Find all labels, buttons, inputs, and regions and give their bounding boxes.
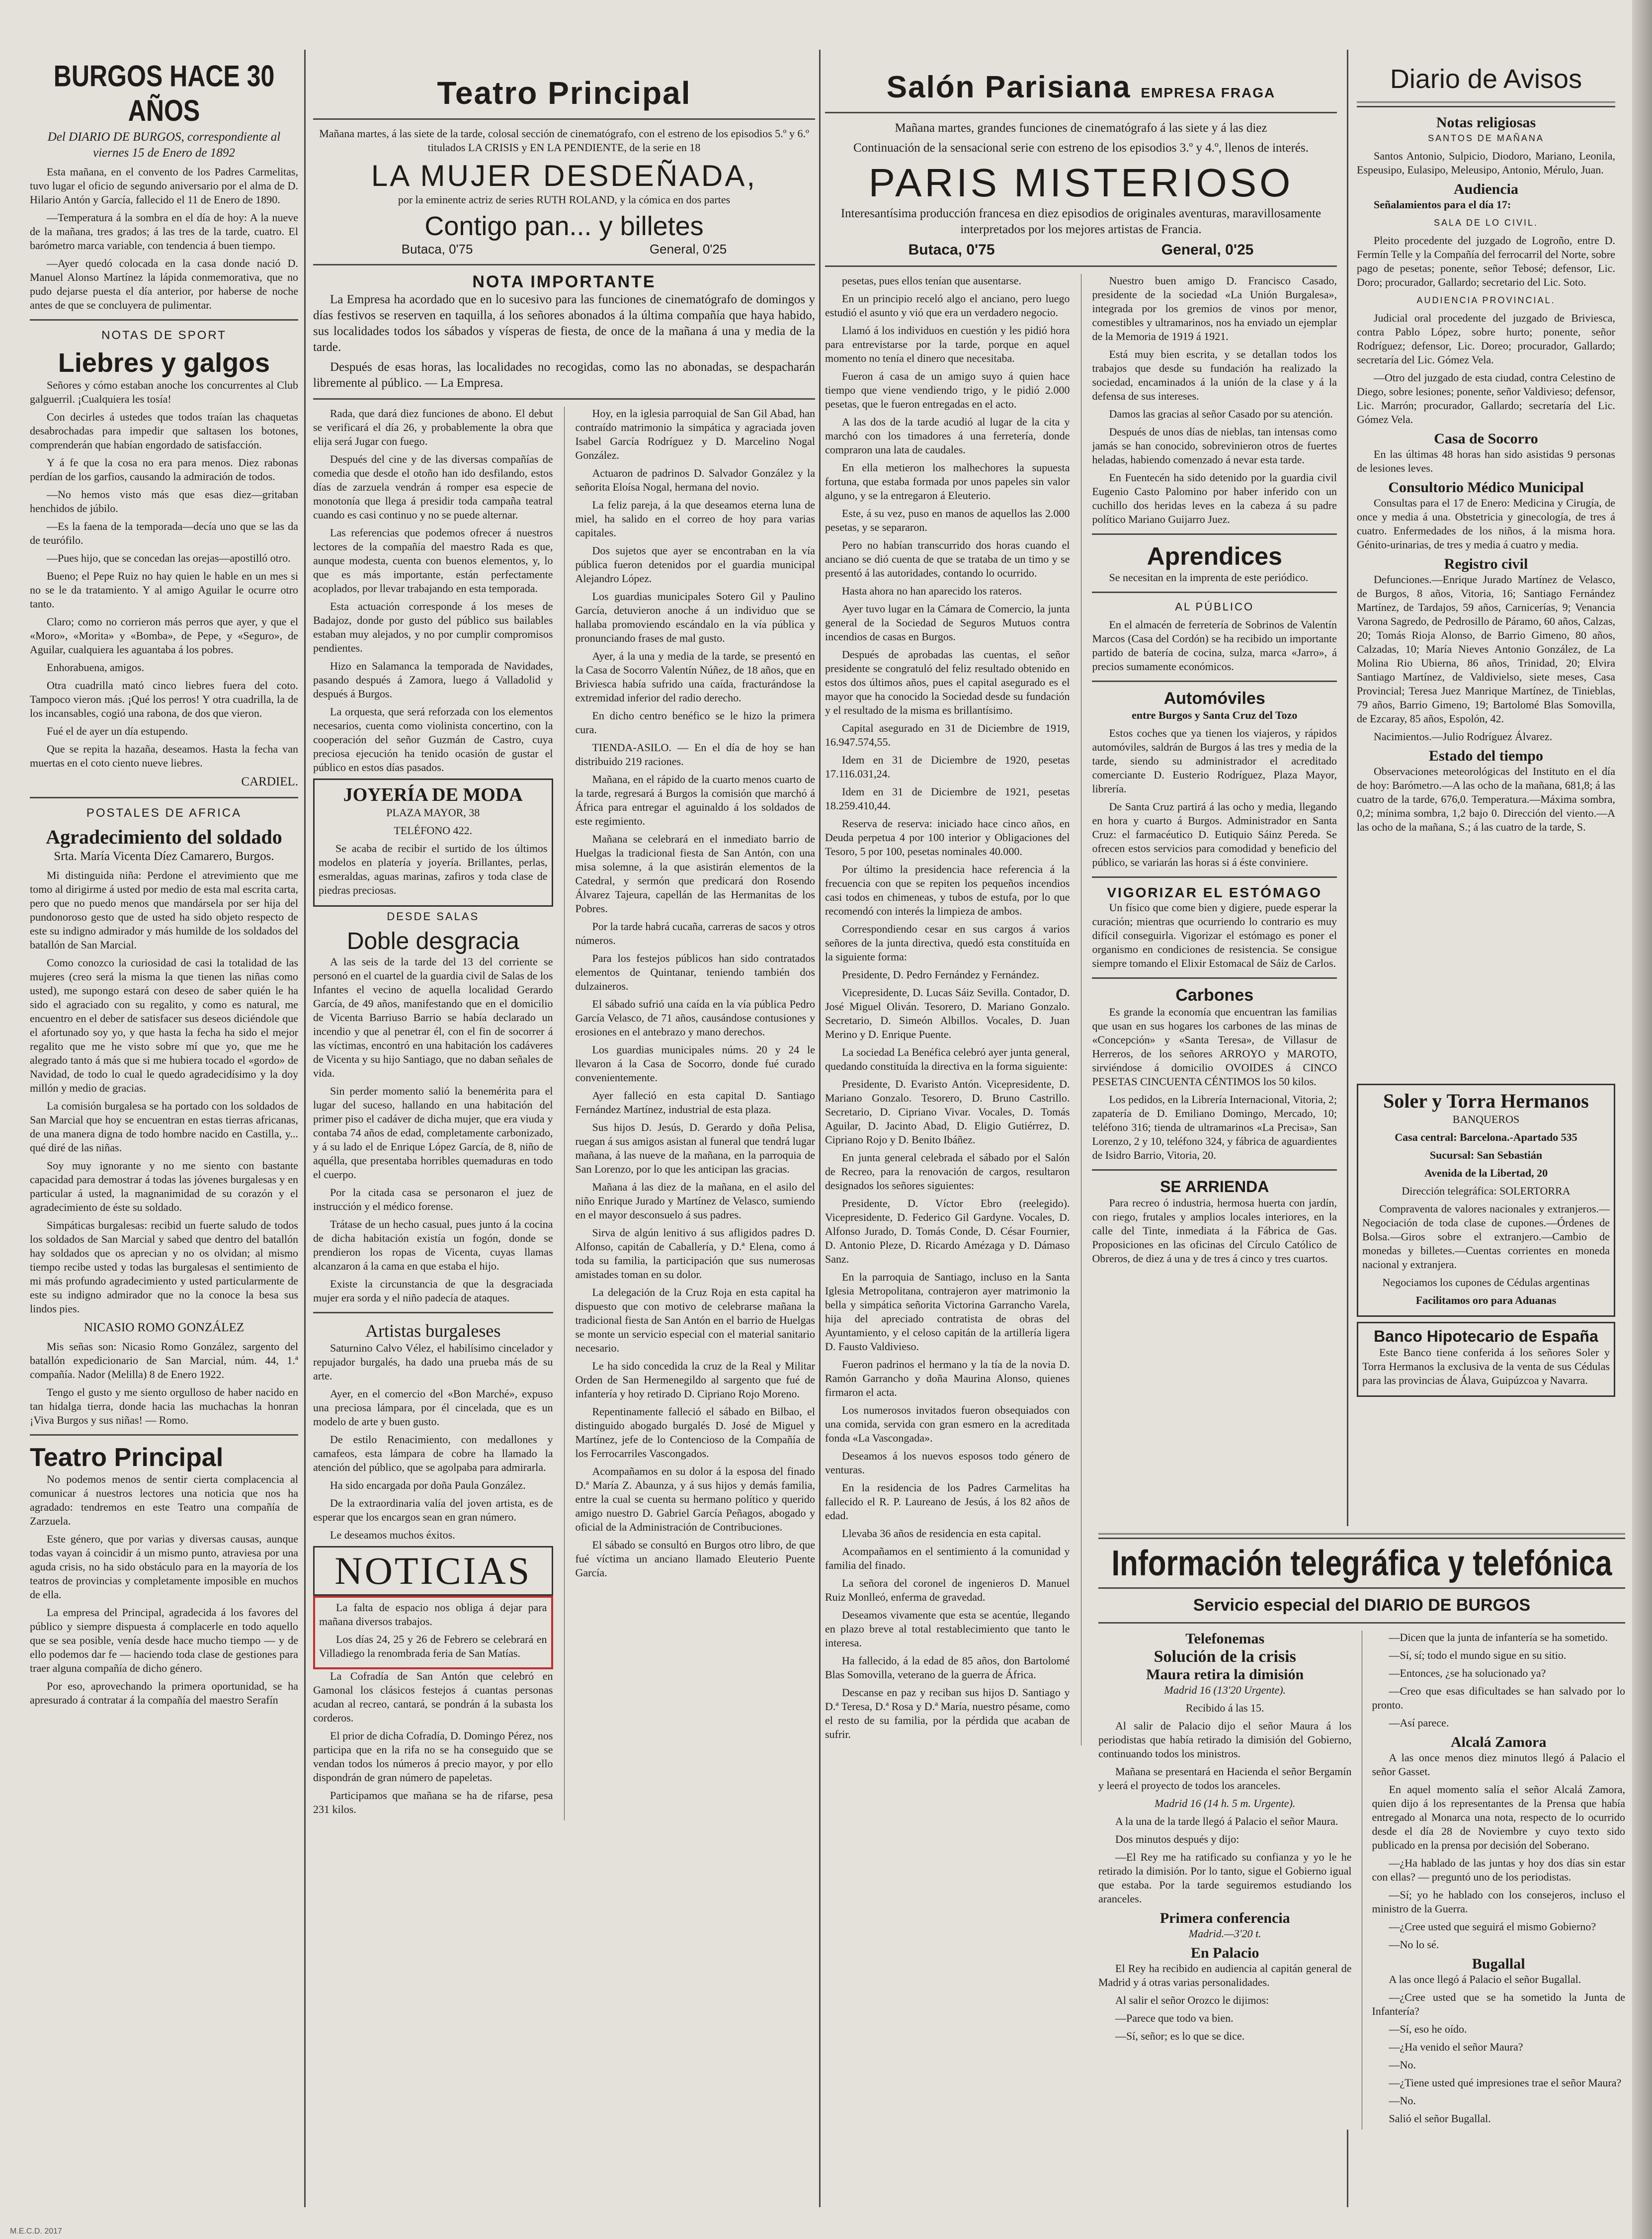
paragraph: En un principio receló algo el anciano, pero luego estudió el asunto y vió que era un verdadero negocio. [825,292,1070,319]
paragraph: Descanse en paz y reciban sus hijos D. Santiago y D.ª Teresa, D.ª Rosa y D.ª María, nuestro pésame, como el resto de su familia, por la pérdida que acaban de sufrir. [825,1686,1070,1740]
section-heading: En Palacio [1190,1945,1259,1961]
automoviles-title: Automóviles [1163,689,1265,708]
divider [313,398,815,400]
paragraph: No podemos menos de sentir cierta complacencia al comunicar á nuestros lectores una noticia que nos ha agradado: tendremos en este Teatro una compañía de Zarzuela. [30,1473,298,1527]
paragraph: —Sí, señor; es lo que se dice. [1115,2030,1245,2042]
paragraph: Mi distinguida niña: Perdone el atrevimiento que me tomo al dirigirme á usted por medio de esta mal escrita carta, pero que no puedo menos que mandársela por ser hija del pundonoroso gesto que de usted ha sido objeto respecto de este su indigno admirador y más humilde de los soldados del batallón de San Marcial. [30,869,298,951]
divider [825,265,1337,267]
divider [1357,101,1615,107]
section-heading: Alcalá Zamora [1451,1734,1547,1750]
paragraph: La delegación de la Cruz Roja en esta capital ha dispuesto que con motivo de celebrarse mañana la tradicional fiesta de San Antón en el barrio de Huelgas se monte un servicio especial con el material sanitario necesario. [575,1286,815,1354]
paragraph: —No. [1389,2059,1416,2071]
paragraph: Llamó á los individuos en cuestión y les pidió hora para entrevistarse por la tarde, porque en aquel momento no tenía el dinero que necesitaba. [825,324,1070,364]
paragraph: —Entonces, ¿se ha solucionado ya? [1389,1667,1546,1679]
paragraph: La feliz pareja, á la que deseamos eterna luna de miel, ha salido en el correo de hoy para varias capitales. [575,499,815,539]
teatro-principal-ad-title: Teatro Principal [437,75,691,111]
paragraph: A las dos de la tarde acudió al lugar de la cita y marchó con los timadores á una ferretería, donde compraron una lata de caudales. [825,416,1070,456]
ad-intro: Mañana martes, á las siete de la tarde, colosal sección de cinematógrafo, con el estreno de los episodios 5.º y 6.º titulados LA CRISIS y EN LA PENDIENTE, de la serie en 18 [319,127,809,154]
solucion-title: Solución de la crisis [1154,1647,1296,1666]
divider [1098,1622,1625,1624]
agradecimiento-title: Agradecimiento del soldado [46,826,282,848]
paragraph: Soy muy ignorante y no me siento con bastante capacidad para demostrar á todas las jóvenes burgalesas y en particular á usted, la magnanimidad de su corazón y el agradecimiento de éste su soldado. [30,1159,298,1213]
ads-block [1357,1084,1615,1397]
paragraph: A las once llegó á Palacio el señor Bugallal. [1389,1973,1581,1985]
section-heading: Audiencia [1453,181,1519,197]
tel-body [1372,1631,1626,1730]
paragraph: Ayer tuvo lugar en la Cámara de Comercio, la junta general de la Sociedad de Seguros Mutuos contra incendios de casas en Burgos. [825,603,1070,643]
paragraph: Reserva de reserva: iniciado hace cinco años, en Deuda perpetua 4 por 100 interior y Obligaciones del Tesoro, 5 por 100, pesetas nominales 40.000. [825,817,1070,858]
joyeria-title: JOYERÍA DE MODA [343,784,523,805]
paragraph: Judicial oral procedente del juzgado de Briviesca, contra Pablo López, sobre hurto; ponente, señor Rodríguez; defensor, Lic. Doreo; procurador, Gallardo; secretaría del Lic. Gómez Vela. [1357,312,1615,366]
divider [30,1434,298,1436]
paragraph: Está muy bien escrita, y se detallan todos los trabajos que desde su fundación ha realizado la sociedad, encaminados á la unión de la clase y á la defensa de sus intereses. [1092,348,1337,402]
paragraph: Mañana á las diez de la mañana, en el asilo del niño Enrique Jurado y Martínez de Velasco, sumiendo en el mayor desconsuelo á sus padres. [575,1181,815,1221]
paragraph: —El Rey me ha ratificado su confianza y yo le he retirado la dimisión. Por lo tanto, sigue el Gobierno igual que estaba. Por la tarde seguiremos estudiando los aranceles. [1098,1851,1352,1905]
liebres-title: Liebres y galgos [58,348,270,378]
paragraph: —No. [1389,2094,1416,2107]
paragraph: La comisión burgalesa se ha portado con los soldados de San Marcial que hoy se encuentran en estas tierras africanas, de una manera digna de todo hombre nacido en Castilla, y... qué diré de las niñas. [30,1100,298,1154]
paragraph: Idem en 31 de Diciembre de 1921, pesetas 18.259.410,44. [825,785,1070,812]
tel-body [1098,1814,1352,1906]
paragraph: Por la citada casa se personaron el juez de instrucción y el médico forense. [313,1186,553,1212]
highlighted-notice [313,1596,553,1669]
page-edge [1632,0,1652,2239]
paragraph: Fueron á casa de un amigo suyo á quien hace tiempo que viene vendiendo trigo, y le pidió 2.000 pesetas, que le fueron entregadas en el acto. [825,370,1070,410]
section-heading: Estado del tiempo [1428,748,1543,764]
paragraph: —Ayer quedó colocada en la casa donde nació D. Manuel Alonso Martínez la lápida conmemorativa, que no pudo dejarse puesta el día anterior, por haberse de noche antes de que se concluyera de pulimentar. [30,257,298,311]
divider [1092,533,1337,535]
paragraph: Deseamos vivamente que esta se acentúe, llegando en plazo breve al total restablecimiento que tanto le interesa. [825,1609,1070,1649]
divider [30,797,298,798]
section-heading: Bugallal [1472,1956,1525,1972]
soler-tel: Dirección telegráfica: SOLERTORRA [1402,1185,1570,1197]
aprendices-title: Aprendices [1147,542,1282,570]
soler-central: Casa central: Barcelona.-Apartado 535 [1395,1131,1577,1143]
section-label: AL PÚBLICO [1175,601,1254,613]
paragraph: Sirva de algún lenitivo á sus afligidos padres D. Alfonso, capitán de Caballería, y D.ª Elena, como á toda su familia, la participación que sus numerosas amistades toman en su dolor. [575,1226,815,1281]
agradecimiento-body [30,868,298,1316]
paragraph: Esta actuación corresponde á los meses de Badajoz, donde por gusto del público sus bailables estaban muy alejados, y no por cumplir compromisos pendientes. [313,600,553,654]
dateline: Recibido á las 15. [1185,1702,1264,1714]
tel-body [1098,1719,1352,1793]
joyeria-address: PLAZA MAYOR, 38 [386,806,480,819]
section-label: SALA DE LO CIVIL. [1433,218,1539,228]
paragraph: A las once menos diez minutos llegó á Palacio el señor Gasset. [1372,1751,1625,1778]
divider [1098,1533,1625,1539]
doble-body [313,955,553,1305]
paragraph: De estilo Renacimiento, con medallones y camafeos, esta lámpara de cobre ha llamado la atención del público, que se agolpaba para admirarla. [313,1433,553,1473]
paragraph: Defunciones.—Enrique Jurado Martínez de Velasco, de Burgos, 8 años, Vitoria, 16; Santiago Fernández Martínez, de Tardajos, 59 años, Carnicerías, 9; Venancia Varona Sagredo, de Pedrosillo de Páramo, 60 años, Calzas, 20; Tomás Rioja Alonso, de Barrio Gimeno, 80 años, Calzadas, 10; María Nieves Antonio González, de La Molina Rio Ubierna, 86 años, Trinidad, 20; Elvira Santiago Martínez, de Valdivielso, siete meses, Casa Provincial; Teresa Juez Manrique Martínez, de Tinieblas, 79 años, Barrio Gimeno, 19; Bartolomé Blas Somovilla, de Ezcaray, 85 años, Espolón, 42. [1357,573,1615,725]
gacetillas [575,407,815,1820]
paragraph: Salió el señor Bugallal. [1389,2112,1491,2125]
paragraph: Para los festejos públicos han sido contratados elementos de Quintanar, teniendo también dos dulzaineros. [575,952,815,992]
gacetillas [825,274,1070,1745]
paragraph: Llevaba 36 años de residencia en esta capital. [842,1527,1041,1540]
paragraph: —¿Cree usted que seguirá el mismo Gobierno? [1389,1920,1596,1933]
paragraph: La señora del coronel de ingenieros D. Manuel Ruiz Monlleó, enferma de gravedad. [825,1577,1070,1603]
divider [313,264,815,265]
artistas-title: Artistas burgaleses [365,1321,501,1341]
paragraph: Este género, que por varias y diversas causas, aunque todas vayan á coincidir á un mismo punto, atraviesa por una aguda crisis, no ha sido obstáculo para en la mayoría de los teatros de provincias y completamente imposible en muchos de ella. [30,1533,298,1601]
film-title-2: Contigo pan... y billetes [424,211,704,241]
notice-paragraph: Los días 24, 25 y 26 de Febrero se celebrará en Villadiego la renombrada feria de San Matías. [319,1633,547,1659]
divider [1098,1587,1625,1589]
paragraph: Repentinamente falleció el sábado en Bilbao, el distinguido abogado burgalés D. José de Miguel y Martínez, jefe de lo Contencioso de la Compañía de los Ferrocarriles Vascongados. [575,1405,815,1460]
paragraph: Ha sido encargada por doña Paula González. [330,1479,526,1491]
price-butaca: Butaca, 0'75 [908,242,995,258]
paragraph: Fueron padrinos el hermano y la tía de la novia D. Ramón Garrancho y doña Maurina Alonso, quienes firmaron el acta. [825,1358,1070,1398]
letter-recipient: Srta. María Vicenta Díez Camarero, Burgos. [54,850,274,863]
paragraph: Idem en 31 de Diciembre de 1920, pesetas 17.116.031,24. [825,754,1070,780]
paragraph: —No hemos visto más que esas diez—gritaban henchidos de júbilo. [30,488,298,515]
soler-sub: BANQUEROS [1452,1113,1520,1125]
paragraph: Correspondiendo cesar en sus cargos á varios señores de la junta directiva, quedó esta constituída en la siguiente forma: [825,923,1070,963]
carbones-body: Los pedidos, en la Librería Internacional, Vitoria, 2; zapatería de D. Emiliano Domingo, Mercado, 10; teléfono 316; tienda de ultramarinos «La Precisa», San Lorenzo, 2 y 10, teléfono 324, y fábrica de aguardientes de Isidro Barrio, Vitoria, 20. [1092,1093,1337,1161]
paragraph: Tengo el gusto y me siento orgulloso de haber nacido en tan hidalga tierra, donde hacia las muchachas la honran ¡Viva Burgos y sus niñas! — Romo. [30,1386,298,1426]
paragraph: En Fuentecén ha sido detenido por la guardia civil Eugenio Casto Palomino por haber inferido con un cuchillo dos heridas leves en la cabeza á su padre político Mariano Guijarro Juez. [1092,471,1337,525]
paragraph: El prior de dicha Cofradía, D. Domingo Pérez, nos participa que en la rifa no se ha conseguido que se vendan todos los números á precio mayor, y por ello dispondrán de gran número de papeletas. [313,1729,553,1784]
paragraph: La empresa del Principal, agradecida á los favores del público y siempre dispuesta á complacerle en todo aquello que se sea posible, venía desde hace mucho tiempo — y de ello podemos dar fe — haciendo toda clase de gestiones para traer alguna compañía de dicho género. [30,1606,298,1674]
paragraph: —Sí, eso he oído. [1389,2023,1467,2035]
nota-body: Después de esas horas, las localidades no recogidas, como las no abonadas, se despacharán libremente al público. — La Empresa. [313,360,815,390]
teatro-continued [313,407,553,775]
hipotecario-body: Este Banco tiene conferida á los señores Soler y Torra Hermanos la exclusiva de la venta de sus Cédulas para las provincias de Álava, Guipúzcoa y Navarra. [1362,1346,1610,1386]
paragraph: —¿Ha venido el señor Maura? [1389,2041,1523,2053]
column-rule [819,50,821,2207]
paragraph: En las últimas 48 horas han sido asistidas 9 personas de lesiones leves. [1357,448,1615,474]
paragraph: Que se repita la hazaña, deseamos. Hasta la fecha van muertas en el coto ciento nueve liebres. [30,743,298,769]
paragraph: Después de aprobadas las cuentas, el señor presidente se congratuló del feliz resultado obtenido en estos dos últimos años, pues el capital asegurado es el mayor que ha conocido la Sociedad desde su fundación y el resultado de la misma es brillantísimo. [825,648,1070,716]
paragraph: Observaciones meteorológicas del Instituto en el día de hoy: Barómetro.—A las ocho de la mañana, 681,8; á las cuatro de la tarde, 676,0. Temperatura.—Máxima sombra, 0,2; mínima sombra, 1,2 bajo 0. Dirección del viento.—A las ocho de la mañana, S.; á las cuatro de la tarde, S. [1357,765,1615,833]
paragraph: Sus hijos D. Jesús, D. Gerardo y doña Pelisa, ruegan á sus amigos asistan al funeral que tendrá lugar mañana, á las nueve de la mañana, en la parroquia de San Lorenzo, por lo que les anticipan las gracias. [575,1121,815,1175]
paragraph: Los guardias municipales núms. 20 y 24 le llevaron á la Casa de Socorro, donde fué curado convenientemente. [575,1043,815,1084]
dateline: Madrid.—3'20 t. [1188,1927,1261,1940]
paragraph: —Sí, sí; todo el mundo sigue en su sitio. [1389,1649,1567,1661]
joyeria-body: Se acaba de recibir el surtido de los últimos modelos en platería y joyería. Brillantes, perlas, esmeraldas, aguas marinas, zafiros y toda clase de piedras preciosas. [319,842,548,896]
paragraph: TIENDA-ASILO. — En el día de hoy se han distribuido 219 raciones. [575,741,815,768]
liebres-body [30,378,298,770]
paragraph: Rada, que dará diez funciones de abono. El debut se verificará el día 26, y probablemente la obra que elija será Jugar con fuego. [313,407,553,447]
paragraph: —No lo sé. [1389,1938,1439,1951]
paragraph: Fué el de ayer un día estupendo. [47,725,188,737]
paragraph: Santos Antonio, Sulpicio, Diodoro, Mariano, Leonila, Espeusipo, Eulasipo, Meleusipo, Antonio, Mérulo, Juan. [1357,150,1615,176]
soler-avenida: Avenida de la Libertad, 20 [1424,1167,1548,1179]
paragraph: La orquesta, que será reforzada con los elementos necesarios, cuenta como violinista concertino, con la cooperación del señor Guzmán de Castro, cuya preciosa ejecución ha tenido ocasión de gustar el público en estos días pasados. [313,705,553,774]
paragraph: —Es la faena de la temporada—decía uno que se las da de teurófilo. [30,520,298,546]
section-heading: Consultorio Médico Municipal [1388,479,1584,496]
carbones-body: Es grande la economía que encuentran las familias que usan en sus hogares los carbones de las minas de «Concepción» y «Santa Teresa», de Villasur de Herreros, de los señores ARROYO y MAROTO, sirviéndose á domicilio OVOIDES á CINCO PESETAS CINCUENTA CÉNTIMOS los 50 kilos. [1092,1006,1337,1088]
section-label: POSTALES DE AFRICA [86,806,242,820]
paragraph: Señalamientos para el día 17: [1374,198,1511,211]
bugallal-body [1372,1973,1626,2126]
column-1 [30,60,298,2187]
paragraph: A las seis de la tarde del 13 del corriente se personó en el cuartel de la guardia civil de Salas de los Infantes el vecino de aquella localidad Gerardo García, de 49 años, manifestando que en el domicilio de Vicenta Barriuso Barrio se había declarado un incendio y que al penetrar él, con el fin de socorrer á las víctimas, encontró en una habitación los cadáveres de Vicenta y su hijo Santiago, que no daban señales de vida. [313,955,553,1079]
price-general: General, 0'25 [649,242,727,257]
divider [1092,977,1337,979]
automoviles-body: Estos coches que ya tienen los viajeros, y rápidos automóviles, saldrán de Burgos á las tres y media de la tarde, siendo su administrador el acreditado comerciante D. Eusterio Rodríguez, Plaza Mayor, librería. [1092,727,1337,795]
soler-oro: Facilitamos oro para Aduanas [1415,1294,1557,1306]
paragraph: Y á fe que la cosa no era para menos. Diez rabonas perdían de los garfios, causando la admiración de todos. [30,456,298,483]
paragraph: Después de unos días de nieblas, tan intensas como jamás se han conocido, sobrevinieron otros de fuertes heladas, habiendo comenzado á nevar esta tarde. [1092,426,1337,466]
soler-cupones: Negociamos los cupones de Cédulas argentinas [1382,1276,1590,1289]
film-subtitle: por la eminente actriz de series RUTH ROLAND, y la cómica en dos partes [398,193,731,206]
column-4 [1357,60,1615,954]
paragraph: Por eso, aprovechando la primera oportunidad, se ha apresurado á contratar á la compañía del maestro Serafín [30,1680,298,1706]
paragraph: Acompañamos en el sentimiento á la comunidad y familia del finado. [825,1545,1070,1571]
divider [1092,681,1337,682]
section-label: SANTOS DE MAÑANA [1428,133,1544,143]
dateline: Madrid 16 (13'20 Urgente). [1164,1684,1286,1696]
paragraph: La sociedad La Benéfica celebró ayer junta general, quedando constituída la directiva en la forma siguiente: [825,1046,1070,1072]
paragraph: Damos las gracias al señor Casado por su atención. [1109,408,1333,420]
paragraph: Las referencias que podemos ofrecer á nuestros lectores de la compañía del maestro Rada es que, aunque modesta, cuenta con buenos elementos, y, lo que es más importante, están perfectamente acoplados, por llevar trabajando en esta temporada. [313,526,553,595]
paragraph: Consultas para el 17 de Enero: Medicina y Cirugía, de once y media á una. Obstetricia y ginecología, de tres á cuatro. Enfermedades de los niños, á la misma hora. Génito-urinarias, de tres y media á cuatro y media. [1357,497,1615,551]
paragraph: Ayer falleció en esta capital D. Santiago Fernández Martínez, industrial de esta plaza. [575,1089,815,1116]
telegrafica-title: Información telegráfica y telefónica [1111,1543,1612,1583]
paragraph: Ha fallecido, á la edad de 85 años, don Bartolomé Blas Somovilla, veterano de la guerra de África. [825,1654,1070,1681]
ad-intro: Continuación de la sensacional serie con estreno de los episodios 3.º y 4.º, llenos de interés. [853,141,1309,155]
paragraph: —Sí; yo he hablado con los consejeros, incluso el ministro de la Guerra. [1372,1889,1625,1915]
paragraph: Por la tarde habrá cucaña, carreras de sacos y otros números. [575,920,815,947]
film-title: LA MUJER DESDEÑADA, [371,159,757,192]
soler-title: Soler y Torra Hermanos [1383,1090,1589,1112]
noticias-title: NOTICIAS [313,1546,553,1596]
paragraph: En junta general celebrada el sábado por el Salón de Recreo, para la renovación de cargos, resultaron designados los señores siguientes: [825,1151,1070,1192]
paragraph: Al salir de Palacio dijo el señor Maura á los periodistas que había retirado la dimisión del Gobierno, continuando todos los ministros. [1098,1720,1352,1760]
paragraph: En aquel momento salía el señor Alcalá Zamora, quien dijo á los representantes de la Prensa que había entregado al Monarca una nota, respecto de lo ocurrido desde el día 28 de Noviembre y cuyo texto sido publicado en la prensa por decisión del Soberano. [1372,1783,1625,1851]
paragraph: Bueno; el Pepe Ruiz no hay quien le hable en un mes si no se le da tratamiento. Y al amigo Aguilar le ocurre otro tanto. [30,570,298,610]
paragraph: Deseamos á los nuevos esposos todo género de venturas. [825,1450,1070,1476]
signature: CARDIEL. [241,775,298,788]
paragraph: —Otro del juzgado de esta ciudad, contra Celestino de Diego, sobre lesiones; ponente, señor Valdivieso; defensor, Lic. Marrón; procurador, Gallardo; secretaría del Lic. Gómez Vela. [1357,371,1615,426]
paragraph: En la parroquia de Santiago, incluso en la Santa Iglesia Metropolitana, contrajeron ayer matrimonio la bella y simpática señorita Victorina Garrancho Varela, hija del apreciado contratista de obras del Ayuntamiento, y el celoso capitán de la artillería ligera D. Fausto Valdivieso. [825,1271,1070,1353]
paragraph: Simpáticas burgalesas: recibid un fuerte saludo de todos los soldados de San Marcial y sabed que dentro del batallón hay soldados que os aprecian y no os olvidan; al mismo tiempo recibe usted y todas las burgalesas el sentimiento de mi más profundo agradecimiento y usted particularmente de este su indigno admirador que no la conoce la besa sus lindos pies. [30,1219,298,1315]
arrienda-title: SE ARRIENDA [1160,1178,1269,1196]
paragraph: Presidente, D. Víctor Ebro (reelegido). Vicepresidente, D. Federico Gil Gardyne. Vocales, D. Alfonso Jurado, D. Tomás Conde, D. César Fournier, D. Antonio Pleze, D. Ricardo Amézaga y D. Dámaso Sanz. [825,1197,1070,1265]
paragraph: El Rey ha recibido en audiencia al capitán general de Madrid y á otras varias personalidades. [1098,1962,1352,1988]
paragraph: Mañana se presentará en Hacienda el señor Bergamín y leerá el proyecto de todos los aranceles. [1098,1765,1352,1792]
paragraph: Ayer, en el comercio del «Bon Marché», expuso una preciosa lámpara, por él cincelada, que es un modelo de arte y buen gusto. [313,1387,553,1428]
paragraph: A la una de la tarde llegó á Palacio el señor Maura. [1115,1815,1338,1827]
paragraph: pesetas, pues ellos tenían que ausentarse. [842,274,1022,287]
carbones-title: Carbones [1175,986,1254,1005]
empresa-label: EMPRESA FRAGA [1141,85,1276,100]
arrienda-body: Para recreo ó industria, hermosa huerta con jardín, con riego, frutales y amplios locales interiores, en la calle del Tinte, inmediata á la Fábrica de Gas. Proposiciones en las oficinas del Círculo Católico de Obreros, de diez á una y de tres á cinco y tres cuartos. [1092,1197,1337,1265]
palacio-body [1098,1962,1352,2043]
diario-avisos-title: Diario de Avisos [1390,64,1582,94]
paragraph: —Dicen que la junta de infantería se ha sometido. [1389,1631,1608,1643]
section-heading: Primera conferencia [1159,1910,1290,1926]
paragraph: La Cofradía de San Antón que celebró en Gamonal los clásicos festejos á cuantas personas acudan al recreo, cantará, se pondrán á la subasta los corderos. [313,1670,553,1724]
paragraph: Señores y cómo estaban anoche los concurrentes al Club galguerril. ¡Cualquiera les tosía! [30,379,298,405]
joyeria-phone: TELÉFONO 422. [394,824,473,837]
paragraph: Al salir el señor Orozco le dijimos: [1115,1994,1269,2006]
paragraph: —Así parece. [1389,1717,1449,1729]
paragraph: Esta mañana, en el convento de los Padres Carmelitas, tuvo lugar el oficio de segundo aniversario por el alma de D. Hilario Antón y García, fallecido el 11 de Enero de 1890. [30,166,298,206]
paragraph: Trátase de un hecho casual, pues junto á la cocina de dicha habitación existía un fogón, donde se prendieron los ropas de Vicenta, cuyas llamas alcanzaron á la cama en que estaba el hijo. [313,1218,553,1272]
paragraph: Como conozco la curiosidad de casi la totalidad de las mujeres (creo será la misma la que tienen las niñas como usted), me supongo estará con deseo de saber quién le ha sido el agraciado con su regalito, y como es natural, me encuentro en el deber de satisfacer sus deseos diciéndole que el afortunado soy yo, y que hasta la fecha ha sido el mejor regalito que me he visto sobre mí que yo, que me he alegrado tanto á más que si me hubiera tocado el «gordo» de Navidad, de todo lo cual le quedo agradecidísimo y la doy millón y medio de gracias. [30,956,298,1094]
paragraph: Existe la circunstancia de que la desgraciada mujer era sorda y el niño padecía de ataques. [313,1278,553,1304]
paragraph: Por último la presidencia hace referencia á la frecuencia con que se repiten los pequeños incendios casi todos en chimeneas, y tubos de estufa, por lo que recomendó con interés la limpieza de ambos. [825,863,1070,917]
film-title: PARIS MISTERIOSO [868,161,1294,205]
nota-body: La Empresa ha acordado que en lo sucesivo para las funciones de cinematógrafo de domingos y días festivos se reserven en taquilla, á los señores abonados á la última compañía que haya habido, sus localidades todos los sábados y vísperas de fiesta, de once de la mañana á una y media de la tarde. [313,293,815,354]
paragraph: Los guardias municipales Sotero Gil y Paulino García, detuvieron anoche á un individuo que se hallaba promoviendo escándalo en la vía pública y pronunciando frases de mal gusto. [575,590,815,644]
aprendices-body: Se necesitan en la imprenta de este periódico. [1109,571,1309,584]
paragraph: —Temperatura á la sombra en el día de hoy: A la nueve de la mañana, tres grados; á las tres de la tarde, cuatro. El barómetro marca variable, con tendencia á buen tiempo. [30,211,298,252]
solucion-subtitle: Maura retira la dimisión [1146,1666,1304,1683]
artistas-body [313,1341,553,1542]
column-rule [304,50,306,2207]
doble-desgracia-title: Doble desgracia [346,928,519,954]
paragraph: Le ha sido concedida la cruz de la Real y Militar Orden de San Hermenegildo al sargento que fué de infantería y hoy retirado D. Cipriano Rojo Moreno. [575,1360,815,1400]
paragraph: Participamos que mañana se ha de rifarse, pesa 231 kilos. [313,1789,553,1815]
section-heading: Telefonemas [1185,1631,1265,1647]
paragraph: Ayer, á la una y media de la tarde, se presentó en la Casa de Socorro Valentín Núñez, de 18 años, que en Briviesca había sufrido una caída, fracturándose la extremidad inferior del radio derecho. [575,650,815,704]
salon-parisiana-title: Salón Parisiana [886,70,1131,104]
signature: NICASIO ROMO GONZÁLEZ [83,1321,245,1334]
nota-title: NOTA IMPORTANTE [472,272,656,291]
paragraph: Pero no habían transcurrido dos horas cuando el anciano se dió cuenta de que se trataba de un timo y se presentó á las autoridades, contando lo ocurrido. [825,539,1070,579]
teatro-body [30,1472,298,1707]
paragraph: Nacimientos.—Julio Rodríguez Álvarez. [1374,730,1553,743]
paragraph: Mañana, en el rápido de la cuarto menos cuarto de la tarde, regresará á Burgos la comisión que marchó á África para entregar el aguinaldo á los soldados de este regimiento. [575,773,815,827]
ad-intro: Mañana martes, grandes funciones de cinematógrafo á las siete y á las diez [895,121,1267,135]
paragraph: Claro; como no corrieron más perros que ayer, y que el «Moro», «Morita» y «Bomba», de Pepe, y «Seguro», de Aguilar, cualquiera les aguantaba á los pobres. [30,615,298,656]
divider [1092,592,1337,593]
burgos-hace-subtitle: Del DIARIO DE BURGOS, correspondiente al viernes 15 de Enero de 1892 [47,130,281,160]
paragraph: Enhorabuena, amigos. [47,661,145,674]
paragraph: Mis señas son: Nicasio Romo González, sargento del batallón expedicionario de San Marcial, núm. 44, 1.ª compañía. Nador (Melilla) 8 de Enero 1922. [30,1340,298,1380]
divider [313,1312,553,1313]
paragraph: —Pues hijo, que se concedan las orejas—apostilló otro. [47,552,291,564]
paragraph: Dos sujetos que ayer se encontraban en la vía pública fueron detenidos por el guardia municipal Alejandro López. [575,544,815,585]
divider [313,118,815,120]
automoviles-subtitle: entre Burgos y Santa Cruz del Tozo [1132,709,1298,721]
estomago-title: VIGORIZAR EL ESTÓMAGO [1107,885,1322,900]
price-general: General, 0'25 [1161,242,1254,258]
divider [1092,1169,1337,1171]
paragraph: El sábado sufrió una caída en la vía pública Pedro García Velasco, de 71 años, causándose contusiones y erosiones en el antebrazo y mano derechos. [575,998,815,1038]
paragraph: —¿Cree usted que se ha sometido la Junta de Infantería? [1372,1991,1625,2017]
section-label: AUDIENCIA PROVINCIAL. [1416,295,1556,305]
paragraph: Dos minutos después y dijo: [1115,1833,1239,1845]
archive-credit: M.E.C.D. 2017 [10,2227,62,2236]
alcala-body [1372,1751,1626,1952]
paragraph: Acompañamos en su dolor á la esposa del finado D.ª María Z. Abaunza, y á sus hijos y demás familia, entre la cual se cuenta su hermano político y querido amigo nuestro D. Gabriel García Peñagos, abogado y oficial de la Administración de Contribuciones. [575,1465,815,1533]
paragraph: Mañana se celebrará en el inmediato barrio de Huelgas la tradicional fiesta de San Antón, con una misa solemne, á la que asistirán elementos de la Catedral, y sermón que predicará don Rosendo Álvarez Tajeura, capellán de las Hermanitas de los Pobres. [575,833,815,915]
teatro-principal-title: Teatro Principal [30,1443,224,1472]
soler-body: Compraventa de valores nacionales y extranjeros.—Negociación de toda clase de cupones.—Órdenes de Bolsa.—Giros sobre el extranjero.—Cambio de monedas y billetes.—Cuentas corrientes en moneda nacional y extranjera. [1362,1203,1610,1271]
column-2 [313,60,815,2187]
paragraph: Presidente, D. Evaristo Antón. Vicepresidente, D. Mariano Gonzalo. Tesorero, D. Bruno Castrillo. Secretario, D. Cipriano Vivar. Vocales, D. Tomás Aguilar, D. Jacinto Abad, D. Eligio Gutiérrez, D. Cipriano Rojo y D. Benito Ibáñez. [825,1078,1070,1146]
estomago-body: Un físico que come bien y digiere, puede esperar la curación; mientras que ocurriendo lo contrario es muy difícil conseguirla. Vigorizar el estómago es poner el organismo en condiciones de resistencia. Se consigue siempre tomando el Elixir Estomacal de Sáiz de Carlos. [1092,901,1337,969]
paragraph: Otra cuadrilla mató cinco liebres fuera del coto. Tampoco vieron más. ¡Qué los perros! Y otra cuadrilla, la de los incansables, cogió una rabona, de dos que vieron. [30,679,298,719]
paragraph: Los numerosos invitados fueron obsequiados con una comida, servida con gran esmero en la acreditada fonda «La Vascongada». [825,1404,1070,1444]
paragraph: En dicho centro benéfico se le hizo la primera cura. [575,709,815,736]
paragraph: Hoy, en la iglesia parroquial de San Gil Abad, han contraído matrimonio la simpática y agraciada joven Isabel García Rodríguez y D. Marcelino Nogal González. [575,407,815,461]
paragraph: Sin perder momento salió la benemérita para el lugar del suceso, hallando en una habitación del primer piso el cadáver de dicha mujer, que era viuda y contaba 74 años de edad, completamente carbonizado, y á su lado el de Enrique López García, de 8, niño de aquélla, que presentaba horribles quemaduras en todo el cuerpo. [313,1085,553,1181]
paragraph: Después del cine y de las diversas compañías de comedia que desde el otoño han ido desfilando, estos días de zarzuela vendrán á romper esa especie de monotonía que llega á presidir toda campaña teatral cuando es casi continuo y no se puede alternar. [313,453,553,521]
noticias-body [313,1669,553,1816]
paragraph: En ella metieron los malhechores la supuesta fortuna, que estaba formada por unos papeles sin valor alguno, y se la entregaron á Eleuterio. [825,461,1070,502]
divider [1092,876,1337,878]
paragraph: Le deseamos muchos éxitos. [330,1529,455,1541]
notice-paragraph: La falta de espacio nos obliga á dejar para mañana diversos trabajos. [319,1601,547,1628]
burgos-hace-title: BURGOS HACE 30 AÑOS [53,60,275,128]
paragraph: Vicepresidente, D. Lucas Sáiz Sevilla. Contador, D. José Miguel Oliván. Tesorero, D. Mariano Gonzalo. Secretario, D. Simeón Albillos. Vocales, D. Juan Merino y D. Enrique Puente. [825,986,1070,1040]
divider [825,112,1337,113]
section-heading: Notas religiosas [1436,114,1536,131]
section-label: DESDE SALAS [387,910,480,923]
automoviles-body: De Santa Cruz partirá á las ocho y media, llegando en hora y cuarto á Burgos. Administrador en Santa Cruz: el farmacéutico D. Eutiquio Sáinz Pereda. Se ofrecen estos servicios para comodidad y beneficio del público, se variarán las horas si á éste conviniere. [1092,800,1337,868]
paragraph: Capital asegurado en 31 de Diciembre de 1919, 16.947.574,55. [825,722,1070,748]
paragraph: Hasta ahora no han aparecido los rateros. [842,585,1022,597]
dateline: Madrid 16 (14 h. 5 m. Urgente). [1155,1797,1296,1809]
paragraph: Hizo en Salamanca la temporada de Navidades, pasando después á Zamora, luego á Valladolid y después á Burgos. [313,660,553,700]
paragraph: —¿Ha hablado de las juntas y hoy dos días sin estar con ellas? — preguntó uno de los periodistas. [1372,1857,1625,1883]
paragraph: —Creo que esas dificultades se han salvado por lo pronto. [1372,1685,1625,1711]
paragraph: —¿Tiene usted qué impresiones trae el señor Maura? [1389,2076,1622,2089]
section-heading: Registro civil [1444,556,1528,572]
paragraph: En la residencia de los Padres Carmelitas ha fallecido el R. P. Laureano de Jesús, á los 82 años de edad. [825,1481,1070,1522]
film-desc: Interesantísima producción francesa en diez episodios de originales aventuras, maravillosamente interpretados por los mejores artistas de Francia. [840,207,1322,236]
hipotecario-title: Banco Hipotecario de España [1374,1327,1598,1345]
publico-body: En el almacén de ferretería de Sobrinos de Valentín Marcos (Casa del Cordón) se ha recibido un importante partido de batería de cocina, sulza, marca «Jarro», á precios sumamente económicos. [1092,618,1337,673]
paragraph: Pleito procedente del juzgado de Logroño, entre D. Fermín Telle y la Compañía del ferrocarril del Norte, sobre pago de pesetas; ponente, señor Tebosé; defensor, Lic. Doro; procurador, Gallardo; secretario del Lic. Soto. [1357,234,1615,288]
divider [30,319,298,321]
paragraph: Este, á su vez, puso en manos de aquellos las 2.000 pesetas, y se separaron. [825,507,1070,533]
price-butaca: Butaca, 0'75 [401,242,473,257]
paragraph: El sábado se consultó en Burgos otro libro, de que fué víctima un anciano llamado Eleuterio Puente García. [575,1539,815,1579]
paragraph: Con decirles á ustedes que todos traían las chaquetas desabrochadas para impedir que saltasen los botones, comprenderán que habían engordado de satisfacción. [30,411,298,451]
paragraph: Actuaron de padrinos D. Salvador González y la señorita Eloísa Nogal, hermana del novio. [575,467,815,493]
gacetillas [1092,274,1337,526]
section-label: NOTAS DE SPORT [101,329,227,342]
paragraph: Nuestro buen amigo D. Francisco Casado, presidente de la sociedad «La Unión Burgalesa», integrada por los gremios de vinos por menor, comestibles y ultramarinos, nos ha enviado un ejemplar de la Memoria de 1919 á 1921. [1092,274,1337,343]
paragraph: Saturnino Calvo Vélez, el habilísimo cincelador y repujador burgalés, ha dado una prueba más de su arte. [313,1342,553,1382]
paragraph: —Parece que todo va bien. [1115,2012,1234,2024]
paragraph: De la extraordinaria valía del joven artista, es de esperar que los encargos sean en gran número. [313,1497,553,1523]
paragraph: Presidente, D. Pedro Fernández y Fernández. [842,968,1040,981]
soler-sucursal: Sucursal: San Sebastián [1429,1149,1543,1161]
section-heading: Casa de Socorro [1434,431,1538,447]
telegrafica-subtitle: Servicio especial del DIARIO DE BURGOS [1193,1596,1531,1615]
telegrafica-section [1098,1526,1625,2130]
